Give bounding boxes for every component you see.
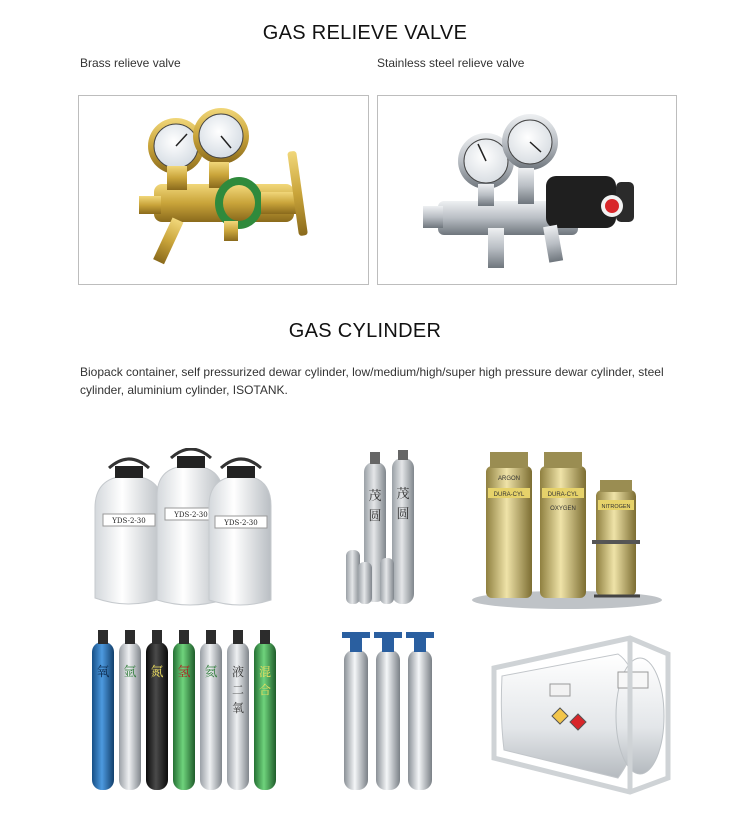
dura-label-1: DURA-CYL — [493, 492, 525, 498]
svg-text:氢: 氢 — [177, 665, 191, 680]
steel-valve-photo — [377, 95, 677, 285]
cylinders-description: Biopack container, self pressurized dewar cylinder, low/medium/high/super high pressure dewar cylinder, steel cylinder, aluminium cylinder, ISOTANK. — [80, 365, 664, 397]
svg-text:茂: 茂 — [396, 487, 410, 502]
svg-text:混: 混 — [258, 665, 272, 679]
svg-text:圆: 圆 — [396, 507, 410, 522]
valves-title: GAS RELIEVE VALVE — [262, 22, 468, 44]
cylinders-title: GAS CYLINDER — [288, 320, 442, 342]
grey-cylinders-photo — [340, 450, 430, 608]
yds-dewar-photo — [85, 448, 275, 613]
svg-text:氧: 氧 — [96, 665, 110, 680]
yds-label-1: YDS-2-30 — [112, 517, 146, 525]
svg-text:茂: 茂 — [368, 489, 382, 504]
brass-valve-caption: Brass relieve valve — [80, 56, 181, 70]
svg-text:氧: 氧 — [231, 701, 245, 715]
yds-label-3: YDS-2-30 — [224, 519, 258, 527]
svg-text:氩: 氩 — [123, 665, 137, 680]
svg-text:圆: 圆 — [368, 509, 382, 524]
svg-text:合: 合 — [258, 683, 272, 697]
oxygen-label: OXYGEN — [550, 506, 576, 512]
nitrogen-label: NITROGEN — [601, 504, 631, 510]
svg-text:液: 液 — [231, 665, 245, 679]
svg-text:氦: 氦 — [204, 665, 218, 680]
liquid-dewars-photo — [472, 450, 662, 610]
svg-text:氮: 氮 — [150, 665, 164, 680]
argon-label: ARGON — [497, 476, 521, 482]
svg-text:二: 二 — [231, 683, 245, 697]
colored-cylinders-photo — [88, 628, 283, 793]
brass-valve-photo — [78, 95, 369, 285]
yds-label-2: YDS-2-30 — [174, 511, 208, 519]
dura-label-2: DURA-CYL — [547, 492, 579, 498]
aluminium-cylinders-photo — [338, 628, 438, 793]
steel-valve-caption: Stainless steel relieve valve — [377, 56, 525, 70]
isotank-photo — [490, 628, 672, 796]
